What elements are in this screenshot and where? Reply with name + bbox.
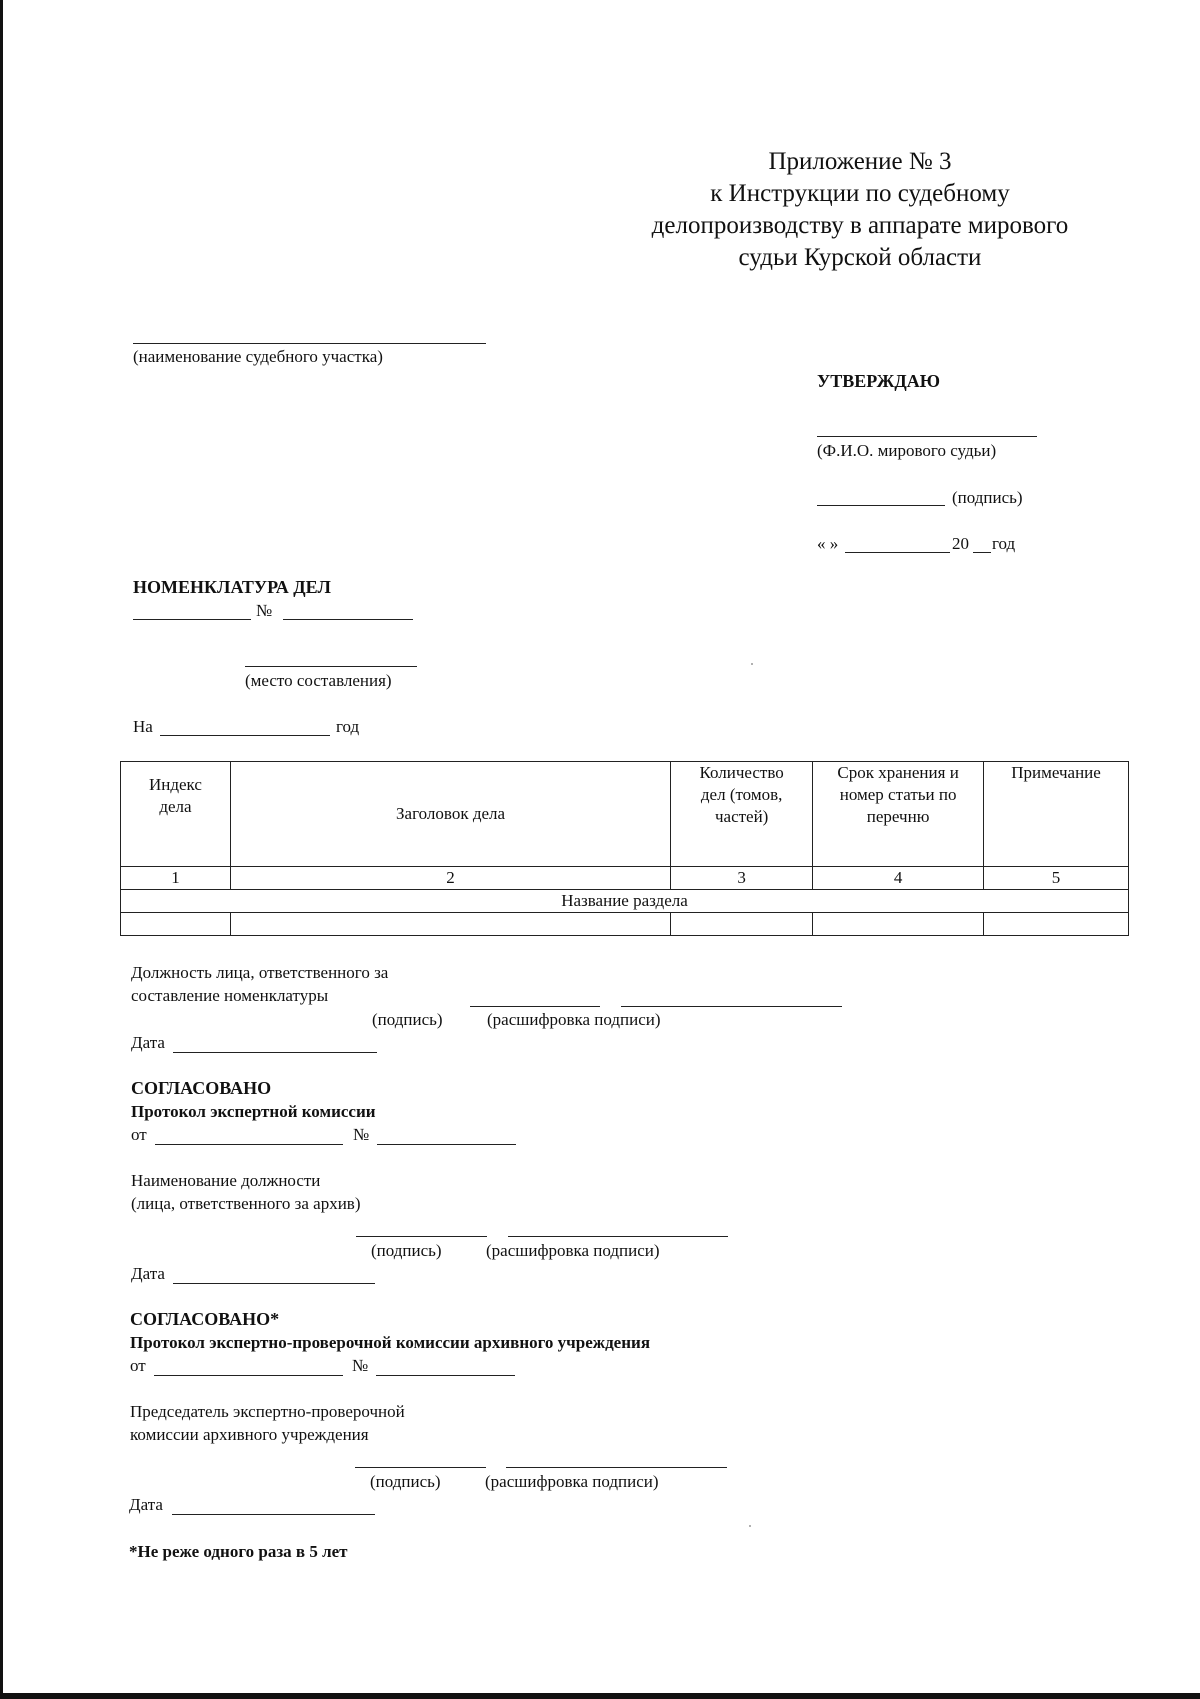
approval-date-century: 20 — [952, 534, 969, 553]
place-line[interactable] — [245, 666, 417, 667]
year-line[interactable] — [160, 735, 330, 736]
agreed2-number-sign: № — [352, 1356, 369, 1375]
place-caption: (место составления) — [245, 671, 392, 690]
table-header-row — [121, 762, 1129, 867]
approval-title: УТВЕРЖДАЮ — [817, 371, 941, 391]
agreed2-signature-caption: (подпись) — [370, 1472, 441, 1491]
attachment-header-line: судьи Курской области — [738, 244, 982, 271]
attachment-header-line: делопроизводству в аппарате мирового — [651, 212, 1069, 239]
responsible-decoding-caption: (расшифровка подписи) — [487, 1010, 661, 1029]
agreed2-sign-date-line[interactable] — [172, 1514, 375, 1515]
approval-signature-line[interactable] — [817, 505, 945, 506]
column-number: 1 — [121, 867, 231, 890]
nomenclature-number-line[interactable] — [283, 619, 413, 620]
responsible-date-label: Дата — [131, 1033, 165, 1052]
nomenclature-table — [120, 761, 1129, 936]
agreed1-sign-date-line[interactable] — [173, 1283, 375, 1284]
column-number: 3 — [671, 867, 813, 890]
footnote: *Не реже одного раза в 5 лет — [129, 1542, 348, 1561]
column-header-retention: Срок хранения и номер статьи по перечню — [813, 762, 984, 867]
approval-date-quotes: « » — [817, 534, 839, 553]
scan-speck — [749, 1525, 751, 1527]
table-cell[interactable] — [671, 913, 813, 936]
agreed1-from-label: от — [131, 1125, 147, 1144]
table-cell[interactable] — [230, 913, 670, 936]
attachment-header-line: к Инструкции по судебному — [710, 180, 1010, 207]
table-row — [121, 890, 1129, 913]
responsible-position-line2: составление номенклатуры — [131, 986, 329, 1005]
agreed2-decoding-line[interactable] — [506, 1467, 727, 1468]
agreed2-date-line[interactable] — [154, 1375, 343, 1376]
agreed2-decoding-caption: (расшифровка подписи) — [485, 1472, 659, 1491]
agreed1-position-line2: (лица, ответственного за архив) — [131, 1194, 361, 1213]
year-prefix: На — [133, 717, 153, 736]
column-number: 2 — [230, 867, 670, 890]
agreed2-date-label: Дата — [129, 1495, 163, 1514]
agreed2-from-label: от — [130, 1356, 146, 1375]
agreed1-date-label: Дата — [131, 1264, 165, 1283]
agreed1-position-line1: Наименование должности — [131, 1171, 321, 1190]
nomenclature-prefix-line[interactable] — [133, 619, 251, 620]
agreed1-signature-line[interactable] — [356, 1236, 487, 1237]
responsible-date-line[interactable] — [173, 1052, 377, 1053]
agreed2-signature-line[interactable] — [355, 1467, 486, 1468]
approval-date-line[interactable] — [845, 552, 950, 553]
year-suffix: год — [336, 717, 360, 736]
judge-name-line[interactable] — [817, 436, 1037, 437]
agreed1-number-sign: № — [353, 1125, 370, 1144]
court-site-caption: (наименование судебного участка) — [133, 347, 383, 366]
agreed2-position-line1: Председатель экспертно-проверочной — [130, 1402, 405, 1421]
court-site-line[interactable] — [133, 343, 486, 344]
approval-signature-caption: (подпись) — [952, 488, 1023, 507]
approval-date-year-word: год — [992, 534, 1016, 553]
responsible-position-line1: Должность лица, ответственного за — [131, 963, 389, 982]
table-cell[interactable] — [121, 913, 231, 936]
column-header-title: Заголовок дела — [230, 762, 670, 867]
agreed1-date-line[interactable] — [155, 1144, 343, 1145]
agreed1-decoding-caption: (расшифровка подписи) — [486, 1241, 660, 1260]
scan-left-edge — [0, 0, 3, 1699]
nomenclature-title: НОМЕНКЛАТУРА ДЕЛ — [133, 577, 331, 597]
table-cell[interactable] — [813, 913, 984, 936]
column-header-count: Количество дел (томов, частей) — [671, 762, 813, 867]
column-number: 4 — [813, 867, 984, 890]
responsible-decoding-line[interactable] — [621, 1006, 842, 1007]
agreed1-signature-caption: (подпись) — [371, 1241, 442, 1260]
column-number: 5 — [984, 867, 1129, 890]
agreed2-number-line[interactable] — [376, 1375, 515, 1376]
attachment-header — [630, 146, 1090, 274]
agreed1-decoding-line[interactable] — [508, 1236, 728, 1237]
agreed1-title: СОГЛАСОВАНО — [131, 1078, 272, 1098]
responsible-signature-line[interactable] — [470, 1006, 600, 1007]
nomenclature-number-sign: № — [256, 601, 273, 620]
attachment-header-line: Приложение № 3 — [768, 148, 952, 175]
section-title-cell: Название раздела — [121, 890, 1129, 913]
approval-year-line[interactable] — [973, 552, 991, 553]
responsible-signature-caption: (подпись) — [372, 1010, 443, 1029]
agreed1-number-line[interactable] — [377, 1144, 516, 1145]
table-row[interactable] — [121, 913, 1129, 936]
agreed2-position-line2: комиссии архивного учреждения — [130, 1425, 369, 1444]
column-header-note: Примечание — [984, 762, 1129, 867]
column-header-index: Индекс дела — [121, 762, 231, 867]
table-cell[interactable] — [984, 913, 1129, 936]
agreed2-title: СОГЛАСОВАНО* — [130, 1309, 280, 1329]
agreed1-protocol: Протокол экспертной комиссии — [131, 1102, 376, 1121]
scan-speck — [751, 663, 753, 665]
judge-name-caption: (Ф.И.О. мирового судьи) — [817, 441, 997, 460]
scan-bottom-edge — [0, 1693, 1200, 1699]
table-row — [121, 867, 1129, 890]
agreed2-protocol: Протокол экспертно-проверочной комиссии архивного учреждения — [130, 1333, 651, 1352]
